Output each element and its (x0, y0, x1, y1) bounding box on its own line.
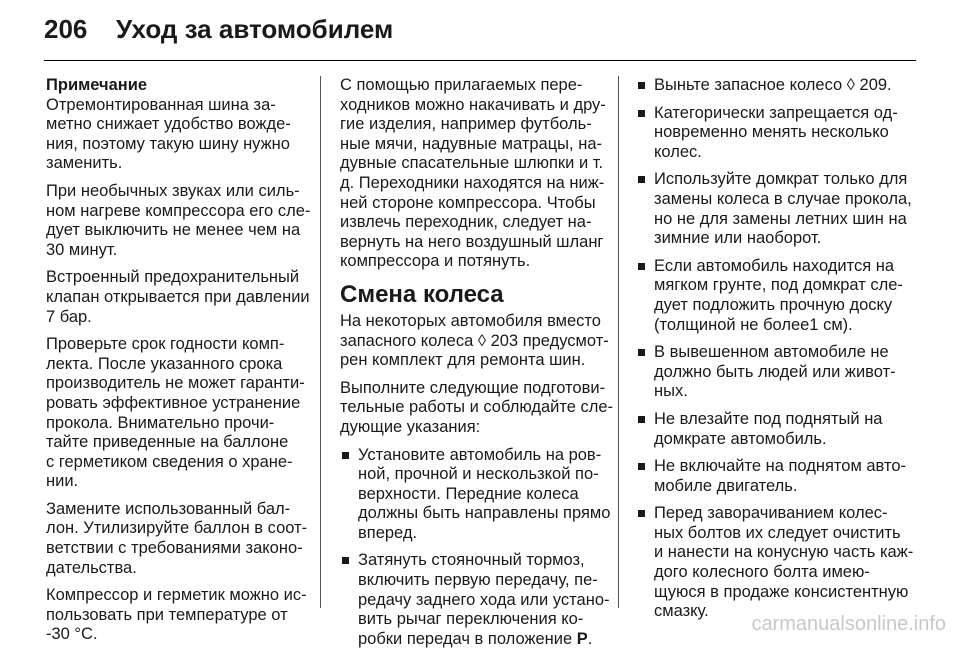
text-line: мягком грунте, под домкрат сле- (654, 276, 903, 295)
text-line: нии. (46, 472, 79, 491)
text-line: ных болтов их следует очистить (654, 523, 901, 542)
text-line: заменить. (46, 154, 123, 173)
text-line: Встроенный предохранительный (46, 268, 300, 287)
header-rule (44, 60, 916, 61)
text-line: -30 °C. (46, 625, 98, 644)
text-line: Если автомобиль находится на (654, 256, 895, 275)
column-divider (618, 76, 619, 608)
text-line: вперед. (358, 523, 418, 542)
paragraph (46, 335, 304, 492)
text-line: ном нагреве компрессора его сле- (46, 201, 311, 220)
text-line: (толщиной не более1 см). (654, 315, 853, 334)
text-line: Выньте запасное колесо ◊ 209. (654, 76, 892, 94)
text-line: щуюся в продаже консистентную (654, 582, 909, 601)
text-line: лон. Утилизируйте баллон в соот- (46, 519, 308, 538)
text-line (358, 630, 602, 650)
text-line: Перед заворачиванием колес- (654, 504, 888, 523)
text-line: На некоторых автомобиля вместо (340, 311, 601, 330)
text-line: вить рычаг переключения ко- (358, 610, 584, 629)
text-line: метно снижает удобство вожде- (46, 115, 291, 134)
text-line: дого колесного болта имею- (654, 563, 870, 582)
text-line: лекта. После указанного срока (46, 354, 283, 373)
page-title: Уход за автомобилем (116, 14, 394, 44)
text-line: производитель не может гаранти- (46, 374, 305, 393)
text-line: но не для замены летних шин на (654, 209, 907, 228)
text-line: Замените использованный бал- (46, 499, 291, 518)
text-line: рен комплект для ремонта шин. (340, 351, 586, 370)
text-line: должны быть направлены прямо (358, 504, 611, 523)
text-line: новременно менять несколько (654, 123, 889, 142)
gear-position: P (576, 629, 588, 648)
text-line: включить первую передачу, пе- (358, 571, 598, 590)
text-line: пользовать при температуре от (46, 605, 288, 624)
list-item (636, 504, 914, 622)
text-line: компрессора и потянуть. (340, 252, 531, 271)
text-line: Затянуть стояночный тормоз, (358, 551, 585, 570)
text-line: ные мячи, надувные матрацы, на- (340, 134, 602, 153)
text-line: Компрессор и герметик можно ис- (46, 586, 307, 605)
text-line: ния, поэтому такую шину нужно (46, 134, 290, 153)
text-line: дующие указания: (340, 417, 481, 436)
text-line: клапан открывается при давлении (46, 287, 310, 306)
text-line: колес. (654, 142, 702, 161)
section-heading: Смена колеса (340, 280, 504, 308)
paragraph (46, 181, 311, 260)
text-line: дувные спасательные шлюпки и т. (340, 154, 604, 173)
paragraph (340, 378, 614, 438)
text-line: прокола. Внимательно прочи- (46, 413, 275, 432)
text-line: гие изделия, например футболь- (340, 115, 592, 134)
text-line: 7 бар. (46, 307, 92, 326)
text-line: Не включайте на поднятом авто- (654, 457, 907, 476)
text-line: ходников можно накачивать и дру- (340, 95, 606, 114)
column-middle (340, 76, 614, 657)
list-item (636, 343, 902, 402)
text-line: ней стороне компрессора. Чтобы (340, 193, 596, 212)
text-line: тельные работы и соблюдайте сле- (340, 398, 614, 417)
page-number: 206 (44, 14, 88, 44)
text-line: замены колеса в случае прокола, (654, 189, 912, 208)
bullet-list (636, 76, 914, 622)
text-line: В вывешенном автомобиле не (654, 343, 889, 362)
text-line: Проверьте срок годности комп- (46, 335, 285, 354)
text-line: дательства. (46, 558, 137, 577)
list-item (636, 257, 902, 335)
text-line: зимние или наоборот. (654, 229, 822, 248)
list-item (636, 170, 912, 248)
list-item (636, 410, 902, 449)
column-divider (320, 76, 321, 608)
column-right (636, 76, 914, 630)
text-line: редачу заднего хода или устано- (358, 590, 610, 609)
text-line: Категорически запрещается од- (654, 103, 898, 122)
list-item (636, 104, 902, 163)
text-line: верхности. Передние колеса (358, 484, 579, 503)
text-line: вернуть на него воздушный шланг (340, 232, 604, 251)
text-line: дует подложить прочную доску (654, 295, 893, 314)
paragraph (340, 76, 606, 272)
inline-text: робки передач в положение (358, 629, 577, 648)
text-line: должно быть людей или живот- (654, 362, 896, 381)
text-line: мобиле двигатель. (654, 476, 798, 495)
list-item (340, 445, 611, 544)
text-line: тайте приведенные на баллоне (46, 433, 289, 452)
list-item (340, 551, 610, 649)
text-line: 30 минут. (46, 240, 118, 259)
text-line: ных. (654, 382, 688, 401)
text-line: Не влезайте под поднятый на (654, 409, 883, 428)
text-line: запасного колеса ◊ 203 предусмот- (340, 331, 609, 350)
text-line: ветствии с требованиями законо- (46, 539, 303, 558)
note-block (46, 76, 304, 174)
text-line: домкрате автомобиль. (654, 429, 827, 448)
text-line: и нанести на конусную часть каж- (654, 543, 914, 562)
text-line: Выполните следующие подготови- (340, 378, 606, 397)
text-line: ной, прочной и нескользкой по- (358, 465, 599, 484)
paragraph (46, 499, 308, 578)
paragraph (46, 586, 307, 645)
text-line: извлечь переходник, следует на- (340, 213, 592, 232)
text-line: При необычных звуках или силь- (46, 181, 300, 200)
column-left (46, 76, 311, 653)
text-line: Установите автомобиль на ров- (358, 445, 602, 464)
text-line: д. Переходники находятся на ниж- (340, 173, 605, 192)
list-item (636, 76, 902, 96)
paragraph (340, 311, 609, 371)
text-line: смазку. (654, 602, 709, 621)
text-line: Отремонтированная шина за- (46, 95, 276, 114)
text-line: Используйте домкрат только для (654, 170, 908, 189)
inline-text: . (587, 629, 593, 648)
text-line: ровать эффективное устранение (46, 393, 301, 412)
text-line: с герметиком сведения о хране- (46, 452, 293, 471)
text-line: С помощью прилагаемых пере- (340, 76, 583, 94)
note-title: Примечание (46, 76, 148, 94)
text-line: дует выключить не менее чем на (46, 221, 301, 240)
bullet-list (340, 445, 611, 650)
list-item (636, 457, 907, 496)
paragraph (46, 268, 310, 327)
watermark: carmanualsonline.info (751, 613, 946, 635)
